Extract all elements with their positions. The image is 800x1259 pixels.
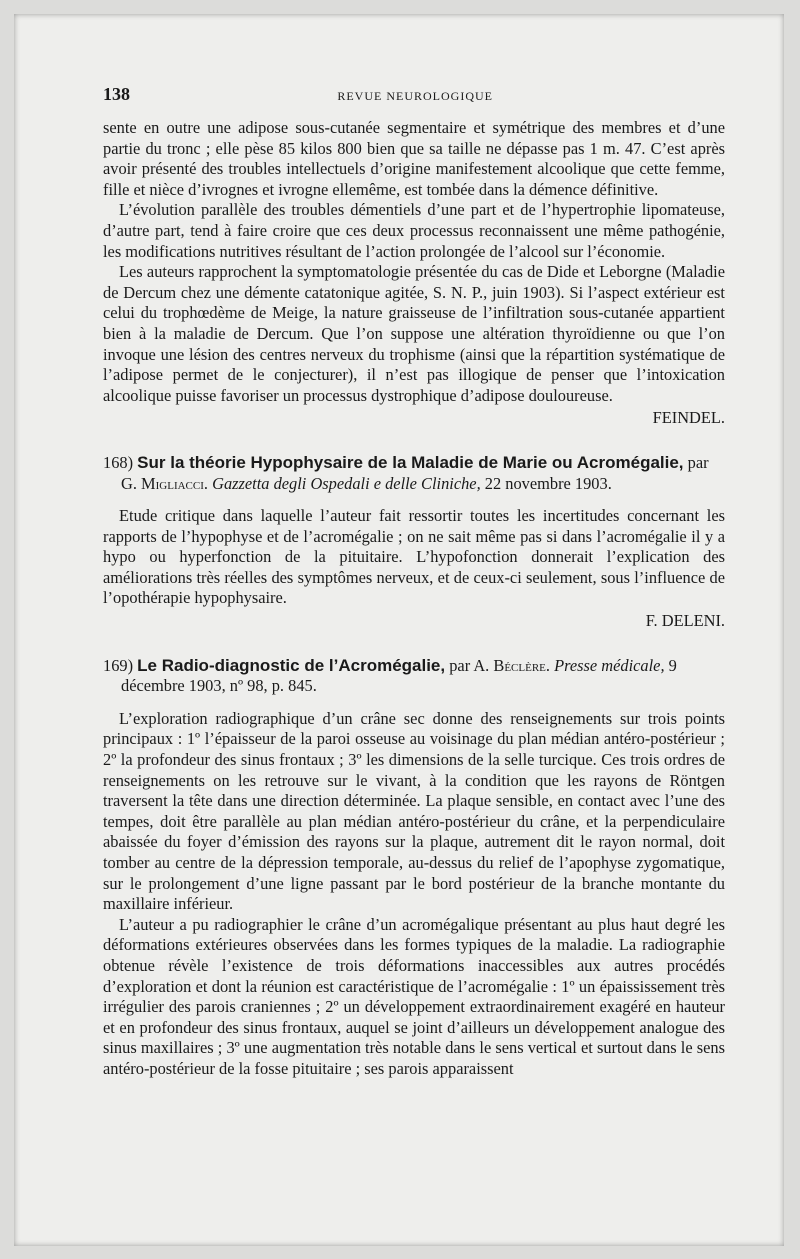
entry-date: 22 novembre 1903.	[484, 473, 612, 493]
entry-by: par A.	[449, 655, 490, 675]
entry-author: Béclère.	[493, 655, 550, 675]
entry-number: 169)	[103, 655, 134, 675]
entry-date: 9 décembre 1903, nº 98, p. 845.	[121, 655, 677, 696]
paragraph: L’exploration radiographique d’un crâne sec donne des renseignements sur trois points principaux : 1º l’épaisseur de la paroi osseuse au voisinage du plan médian antéro-postérieur ; 2º la profondeur des sinus frontaux ; 3º les dimensions de la selle turcique. Ces trois ordres de renseignements on les retrouve sur le vivant, à la condition que les rayons de Röntgen traversent la tête dans une direction déterminée. La plaque sensible, en contact avec l’une des tempes, doit être parallèle au plan médian antéro-postérieur du crâne, et la perpendiculaire abaissée du foyer d’émission des rayons sur la plaque, autrement dit le rayon normal, doit tomber au centre de la dépression temporale, au-dessus du relief de l’apophyse zygomatique, sur le prolongement d’une ligne passant par le bord postérieur de la branche montante du maxillaire inférieur.	[103, 708, 725, 914]
paragraph: L’auteur a pu radiographier le crâne d’un acromégalique présentant au plus haut degré les déformations extérieures observées dans les formes typiques de la maladie. La radiographie obtenue révèle l’existence de trois déformations inaccessibles aux autres procédés d’exploration et dont la réunion est caractéristique de l’acromégalie : 1º un épaississement très irrégulier des parois craniennes ; 2º un développement extraordinairement exagéré en hauteur et en profondeur des sinus frontaux, auquel se joint d’ailleurs un développement analogue des sinus maxillaires ; 3º une augmentation très notable dans le sens vertical et surtout dans le sens antéro-postérieur de la fosse pituitaire ; ses parois apparaissent	[103, 914, 725, 1078]
paragraph: sente en outre une adipose sous-cutanée segmentaire et symétrique des membres et d’une partie du tronc ; elle pèse 85 kilos 800 bien que sa taille ne dépasse pas 1 m. 47. C’est après avoir présenté des troubles intellectuels d’origine manifestement alcoolique que cette femme, fille et nièce d’ivrognes et ivrogne ellemême, est tombée dans la démence définitive.	[103, 118, 725, 199]
signature: F. DELENI.	[645, 611, 725, 631]
entry-heading	[103, 656, 725, 697]
entry-author: Migliacci.	[141, 473, 208, 493]
page-number: 138	[103, 84, 130, 104]
entry-by: par G.	[121, 452, 709, 493]
entry-source: Presse médicale,	[554, 655, 665, 675]
entry-number: 168)	[103, 452, 134, 472]
entry-source: Gazzetta degli Ospedali e delle Cliniche,	[212, 473, 481, 493]
entry-title: Sur la théorie Hypophysaire de la Maladie de Marie ou Acromégalie,	[137, 452, 684, 472]
running-head: REVUE NEUROLOGIQUE	[337, 89, 493, 103]
document-page	[103, 84, 725, 1080]
entry-title: Le Radio-diagnostic de l’Acromégalie,	[137, 655, 446, 675]
paragraph: Etude critique dans laquelle l’auteur fait ressortir toutes les incertitudes concernant les rapports de l’hypophyse et de l’acromégalie ; on ne sait même pas si dans l’acromégalie il y a hypo ou hyperfonction de la pituitaire. L’hypofonction donnerait l’explication des améliorations très réelles des symptômes nerveux, et de ceux-ci seulement, sous l’influence de l’opothérapie hypophysaire.	[103, 506, 725, 608]
paragraph: Les auteurs rapprochent la symptomatologie présentée du cas de Dide et Leborgne (Maladie de Dercum chez une démente catatonique agitée, S. N. P., juin 1903). Si l’aspect extérieur est celui du trophœdème de Meige, la nature graisseuse de l’infiltration sous-cutanée appartient bien à la maladie de Dercum. Que l’on suppose une altération thyroïdienne ou que l’on invoque une lésion des centres nerveux du trophisme (ainsi que la répartition systématique de l’adipose permet de le conjecturer), il n’est pas illogique de penser que l’intoxication alcoolique puisse favoriser un processus dystrophique d’adipose douloureuse.	[103, 262, 725, 405]
paragraph: L’évolution parallèle des troubles démentiels d’une part et de l’hypertrophie lipomateuse, d’autre part, tend à faire croire que ces deux processus reconnaissent une même pathogénie, les modifications nutritives résultant de l’action prolongée de l’alcool sur l’économie.	[103, 200, 725, 261]
page-header	[103, 84, 725, 106]
entry-heading	[103, 453, 725, 494]
signature: FEINDEL.	[652, 408, 725, 428]
